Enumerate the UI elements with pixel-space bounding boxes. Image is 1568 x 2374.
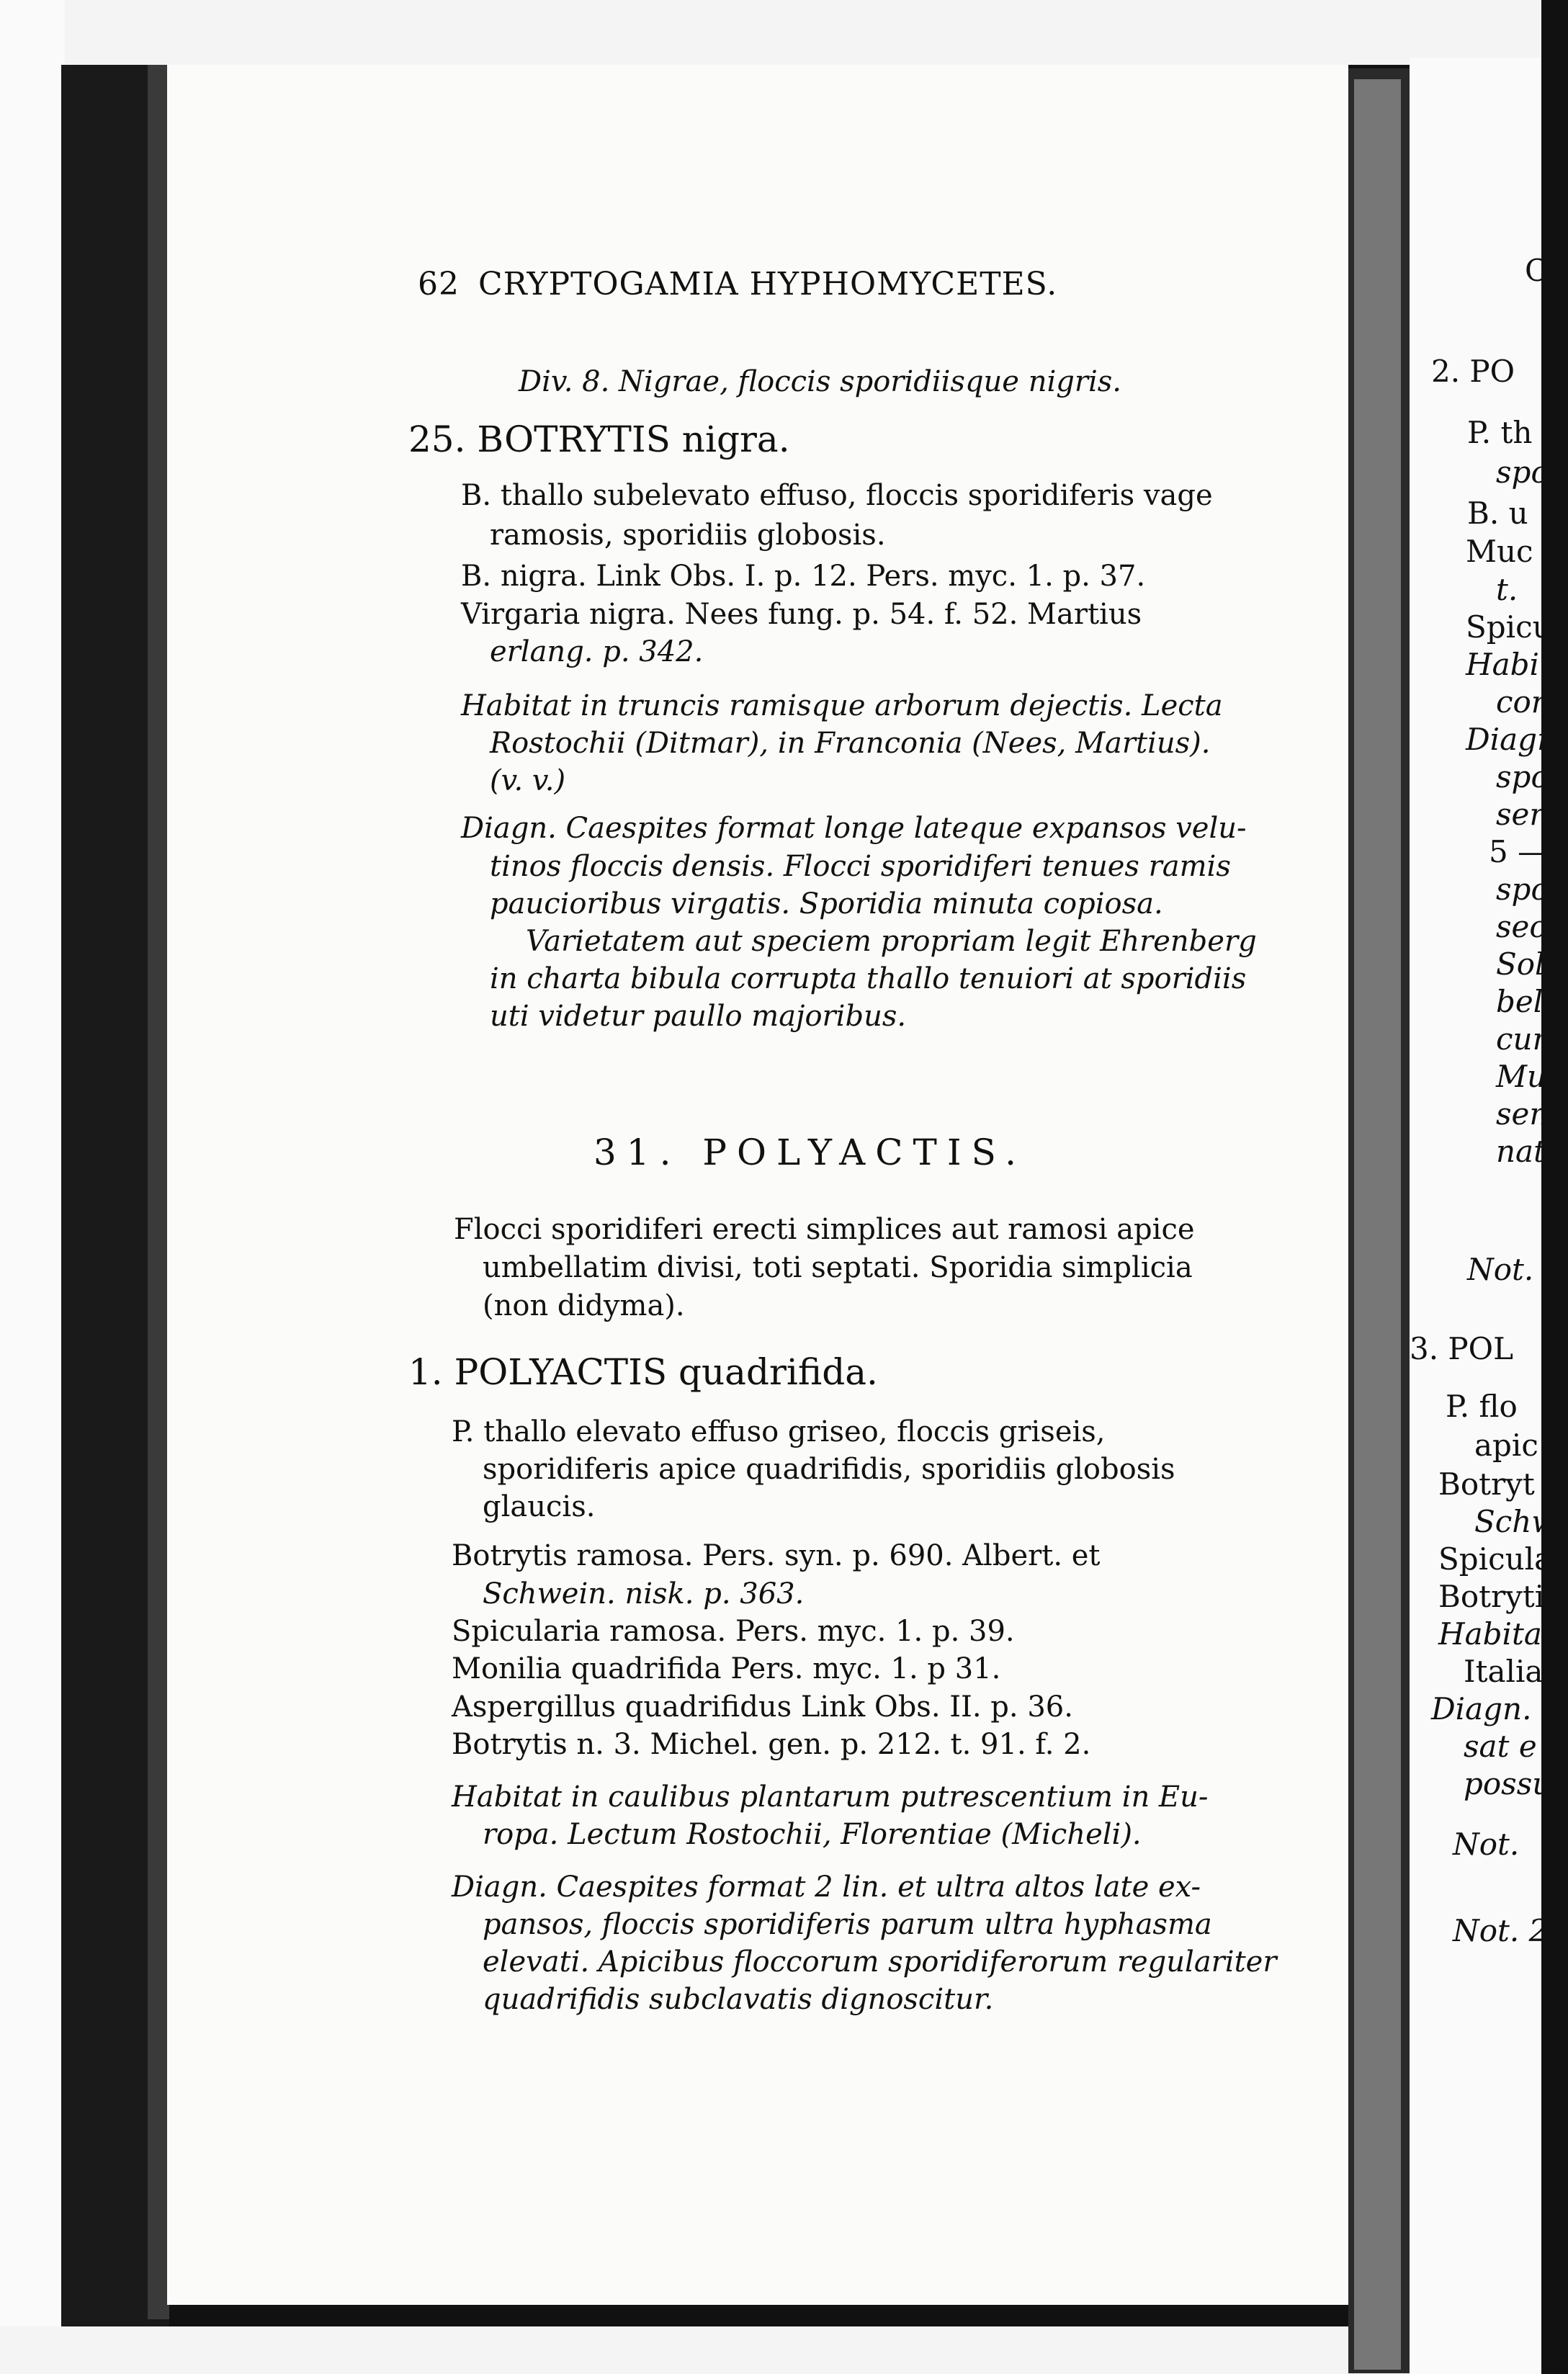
diagnosis-line: Diagn. Caespites format longe lateque expansos velu- bbox=[461, 812, 1247, 845]
facing-page bbox=[1410, 58, 1568, 2374]
facing-line: possu bbox=[1464, 1766, 1552, 1801]
habitat-line: Rostochii (Ditmar), in Franconia (Nees, Martius). bbox=[490, 727, 1211, 760]
habitat-line: Habitat in truncis ramisque arborum dejectis. Lecta bbox=[461, 689, 1223, 722]
facing-line: Not. bbox=[1467, 1252, 1534, 1287]
facing-line: t. bbox=[1496, 572, 1518, 607]
facing-line: seri bbox=[1496, 797, 1554, 832]
facing-line: 5 — bbox=[1489, 834, 1549, 869]
diagnosis-line: tinos floccis densis. Flocci sporidiferi tenues ramis bbox=[490, 850, 1231, 883]
text-line: Flocci sporidiferi erecti simplices aut ramosi apice bbox=[454, 1213, 1195, 1246]
facing-line: Diagn. bbox=[1431, 1691, 1532, 1726]
facing-line: Italia bbox=[1464, 1654, 1544, 1689]
diagnosis-line: pansos, floccis sporidiferis parum ultra hyphasma bbox=[483, 1908, 1212, 1941]
diagnosis-line: Varietatem aut speciem propriam legit Ehrenberg bbox=[526, 925, 1257, 958]
facing-line: Not. 2 bbox=[1453, 1913, 1549, 1948]
text-line: ramosis, sporidiis globosis. bbox=[490, 519, 886, 552]
facing-line: Botryti bbox=[1438, 1579, 1545, 1614]
facing-line: cor bbox=[1496, 684, 1546, 720]
text-line: (non didyma). bbox=[483, 1289, 685, 1322]
facing-line: Habitat bbox=[1438, 1616, 1554, 1652]
facing-line: bell bbox=[1496, 984, 1553, 1019]
division-heading: Div. 8. Nigrae, floccis sporidiisque nigris. bbox=[519, 365, 1122, 398]
species-heading: 25. BOTRYTIS nigra. bbox=[408, 418, 790, 460]
diagnosis-line: uti videtur paullo majoribus. bbox=[490, 1000, 907, 1033]
facing-line: Not. bbox=[1453, 1827, 1520, 1862]
synonym-line: Monilia quadrifida Pers. myc. 1. p 31. bbox=[452, 1652, 1001, 1685]
page-number: 62 bbox=[418, 266, 460, 303]
synonym-line: Virgaria nigra. Nees fung. p. 54. f. 52. Martius bbox=[461, 598, 1142, 631]
synonym-line: Spicularia ramosa. Pers. myc. 1. p. 39. bbox=[452, 1615, 1015, 1648]
page-gutter-shadow bbox=[148, 65, 169, 2319]
diagnosis-line: paucioribus virgatis. Sporidia minuta copiosa. bbox=[490, 887, 1163, 921]
synonym-line: Botrytis n. 3. Michel. gen. p. 212. t. 91. f. 2. bbox=[452, 1728, 1091, 1761]
facing-line: P. flo bbox=[1446, 1389, 1518, 1424]
species-heading: 1. POLYACTIS quadrifida. bbox=[408, 1351, 878, 1393]
facing-line: Muc bbox=[1466, 534, 1533, 569]
diagnosis-line: Diagn. Caespites format 2 lin. et ultra altos late ex- bbox=[452, 1871, 1201, 1904]
facing-line: Habi bbox=[1466, 647, 1539, 682]
facing-line: sect bbox=[1496, 909, 1559, 944]
facing-line: spo bbox=[1496, 872, 1549, 907]
facing-line: Diagn bbox=[1466, 722, 1557, 757]
facing-line: Spicu bbox=[1466, 609, 1552, 645]
facing-line: Schw bbox=[1474, 1504, 1558, 1539]
synonym-line: Botrytis ramosa. Pers. syn. p. 690. Albert. et bbox=[452, 1539, 1101, 1572]
habitat-line: Habitat in caulibus plantarum putrescentium in Eu- bbox=[452, 1780, 1209, 1814]
facing-line: Botryt bbox=[1438, 1466, 1535, 1502]
facing-line: B. u bbox=[1467, 496, 1528, 531]
facing-line: C bbox=[1525, 253, 1549, 288]
synonym-line: B. nigra. Link Obs. I. p. 12. Pers. myc. 1. p. 37. bbox=[461, 560, 1146, 593]
facing-line: 3. POL bbox=[1410, 1331, 1514, 1366]
text-line: umbellatim divisi, toti septati. Sporidia simplicia bbox=[483, 1251, 1193, 1284]
diagnosis-line: elevati. Apicibus floccorum sporidiferorum regulariter bbox=[483, 1945, 1277, 1979]
running-head: CRYPTOGAMIA HYPHOMYCETES. bbox=[478, 266, 1058, 303]
scan-margin-left bbox=[0, 0, 65, 2374]
facing-line: nata bbox=[1496, 1134, 1564, 1169]
synonym-line: erlang. p. 342. bbox=[490, 635, 704, 668]
text-line: B. thallo subelevato effuso, floccis sporidiferis vage bbox=[461, 479, 1213, 512]
book-page bbox=[167, 65, 1348, 2305]
habitat-line: ropa. Lectum Rostochii, Florentiae (Micheli). bbox=[483, 1818, 1142, 1851]
diagnosis-line: quadrifidis subclavatis dignoscitur. bbox=[483, 1983, 994, 2016]
diagnosis-line: in charta bibula corrupta thallo tenuiori at sporidiis bbox=[490, 962, 1247, 995]
facing-line: Spicula bbox=[1438, 1541, 1553, 1577]
habitat-line: (v. v.) bbox=[490, 764, 566, 797]
facing-line: spo bbox=[1496, 759, 1549, 794]
facing-page-shadow bbox=[1354, 79, 1401, 2370]
synonym-line: Aspergillus quadrifidus Link Obs. II. p. 36. bbox=[452, 1690, 1073, 1724]
text-line: sporidiferis apice quadrifidis, sporidiis globosis bbox=[483, 1453, 1175, 1486]
facing-line: spo bbox=[1496, 454, 1549, 490]
facing-line: cun bbox=[1496, 1021, 1552, 1057]
scan-margin-bottom bbox=[0, 2326, 1410, 2374]
facing-line: apic bbox=[1474, 1428, 1538, 1463]
synonym-line: Schwein. nisk. p. 363. bbox=[483, 1577, 805, 1611]
text-line: glaucis. bbox=[483, 1490, 596, 1523]
facing-line: Sol bbox=[1496, 946, 1545, 982]
facing-line: 2. PO bbox=[1431, 354, 1515, 389]
genus-heading: 31. POLYACTIS. bbox=[593, 1132, 1027, 1173]
facing-line: P. th bbox=[1467, 415, 1533, 450]
facing-line: Mu bbox=[1496, 1059, 1547, 1094]
scan-margin-top bbox=[0, 0, 1541, 65]
facing-line: semi bbox=[1496, 1096, 1568, 1132]
facing-line: sat e bbox=[1464, 1729, 1537, 1764]
text-line: P. thallo elevato effuso griseo, floccis griseis, bbox=[452, 1415, 1106, 1448]
